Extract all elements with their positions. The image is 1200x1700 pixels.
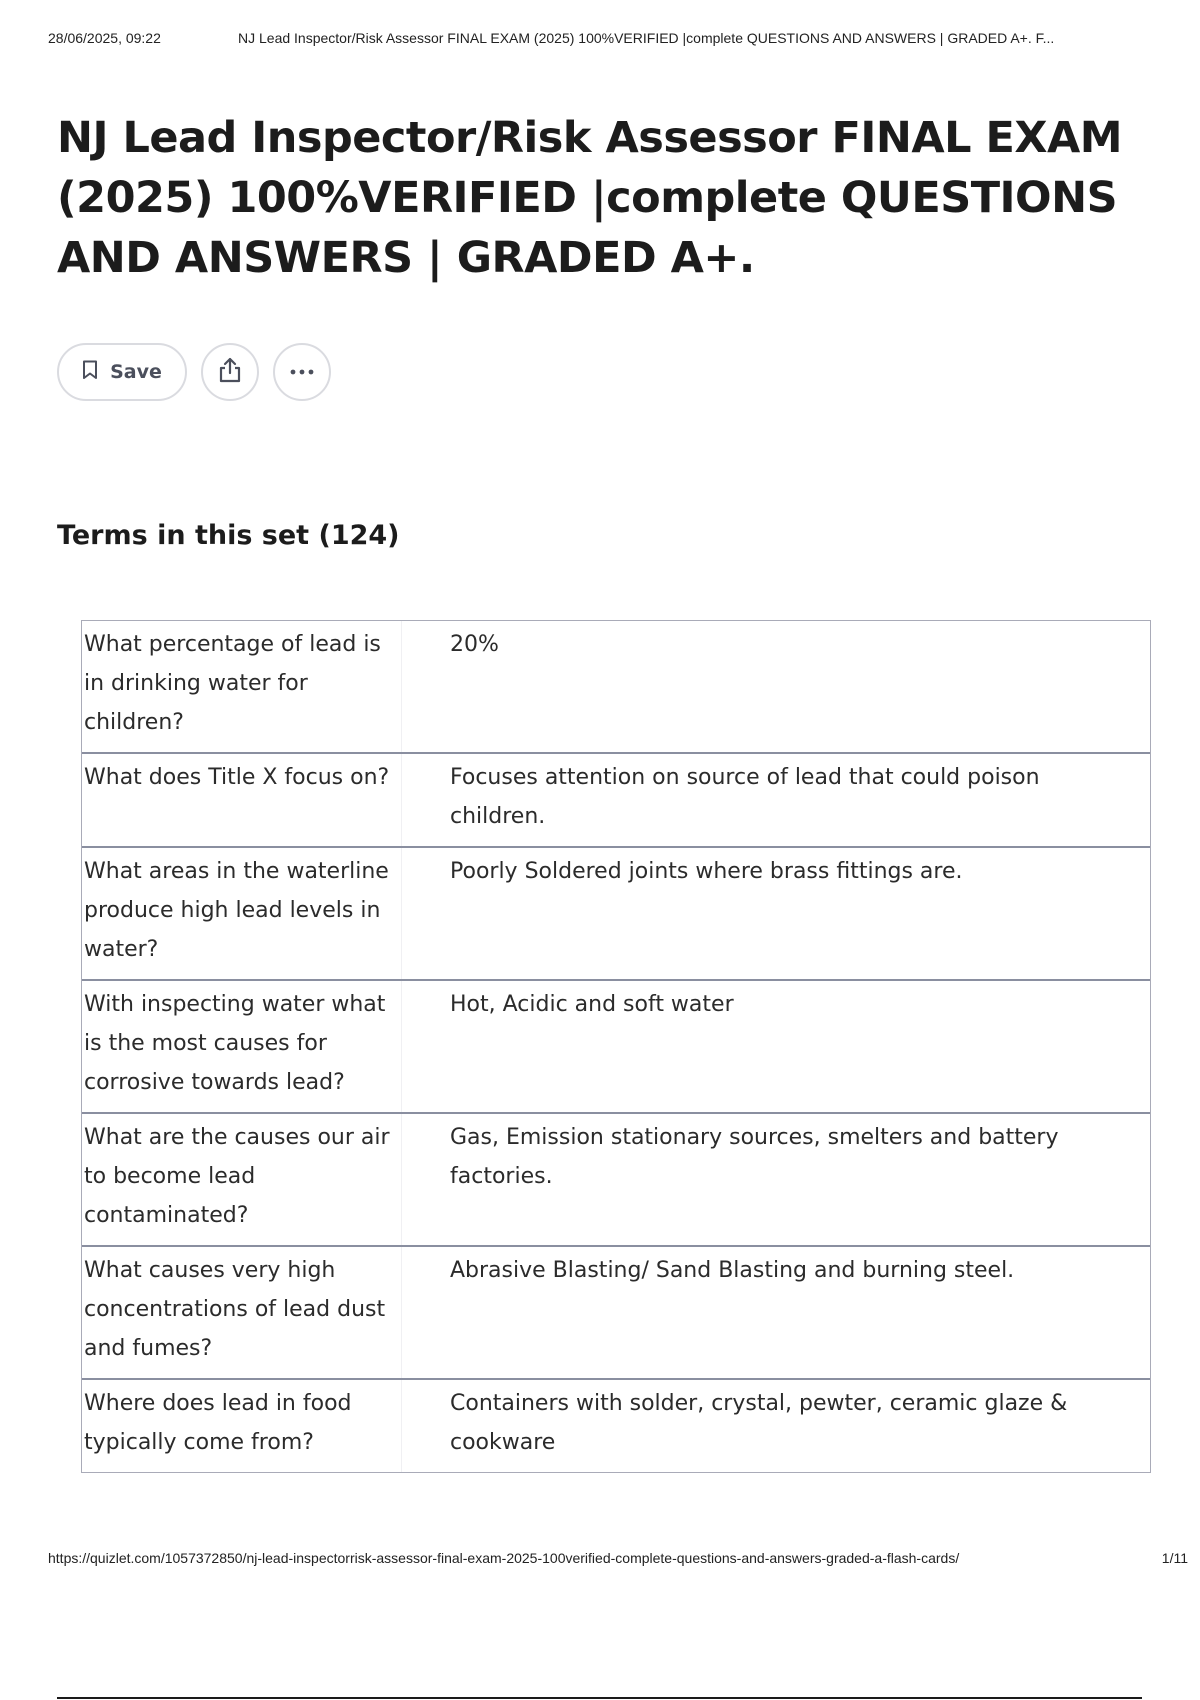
term-row	[82, 1114, 1150, 1247]
term-answer: Gas, Emission stationary sources, smelters and battery factories.	[450, 1125, 1059, 1189]
term-question: With inspecting water what is the most causes for corrosive towards lead?	[82, 981, 402, 1112]
page-title: NJ Lead Inspector/Risk Assessor FINAL EXAM (2025) 100%VERIFIED |complete QUESTIONS AND ANSWERS | GRADED A+.	[57, 113, 1123, 283]
term-question: What percentage of lead is in drinking water for children?	[82, 621, 402, 752]
term-question: What does Title X focus on?	[82, 754, 402, 846]
term-row	[82, 981, 1150, 1114]
print-url: https://quizlet.com/1057372850/nj-lead-inspectorrisk-assessor-final-exam-2025-100verified-complete-questions-and-answers-graded-a-flash-cards/	[48, 1550, 960, 1566]
term-row	[82, 848, 1150, 981]
term-answer: Abrasive Blasting/ Sand Blasting and burning steel.	[450, 1258, 1015, 1283]
more-icon	[289, 363, 315, 381]
print-page-number: 1/11	[1161, 1550, 1188, 1566]
terms-heading: Terms in this set (124)	[57, 520, 400, 551]
print-datetime: 28/06/2025, 09:22	[48, 30, 161, 46]
save-button-label: Save	[110, 361, 162, 383]
term-row	[82, 754, 1150, 848]
term-question: What are the causes our air to become lead contaminated?	[82, 1114, 402, 1245]
term-row	[82, 1247, 1150, 1380]
share-button[interactable]	[201, 343, 259, 401]
term-answer: Hot, Acidic and soft water	[450, 992, 734, 1017]
term-question: What causes very high concentrations of lead dust and fumes?	[82, 1247, 402, 1378]
terms-table	[81, 620, 1151, 1473]
term-row	[82, 621, 1150, 754]
term-answer: Focuses attention on source of lead that could poison children.	[450, 765, 1040, 829]
term-question: What areas in the waterline produce high lead levels in water?	[82, 848, 402, 979]
term-answer: Containers with solder, crystal, pewter, ceramic glaze & cookware	[450, 1391, 1068, 1455]
save-button[interactable]	[57, 343, 187, 401]
more-options-button[interactable]	[273, 343, 331, 401]
print-doc-title: NJ Lead Inspector/Risk Assessor FINAL EXAM (2025) 100%VERIFIED |complete QUESTIONS AND ANSWERS | GRADED A+. F...	[238, 30, 1055, 46]
share-icon	[217, 356, 243, 389]
term-answer: Poorly Soldered joints where brass fittings are.	[450, 859, 963, 884]
bookmark-icon	[82, 360, 98, 385]
print-footer	[48, 1550, 1188, 1570]
term-question: Where does lead in food typically come from?	[82, 1380, 402, 1472]
page-divider	[57, 1697, 1142, 1699]
term-answer: 20%	[450, 632, 499, 657]
term-row	[82, 1380, 1150, 1472]
print-header	[48, 30, 1188, 50]
